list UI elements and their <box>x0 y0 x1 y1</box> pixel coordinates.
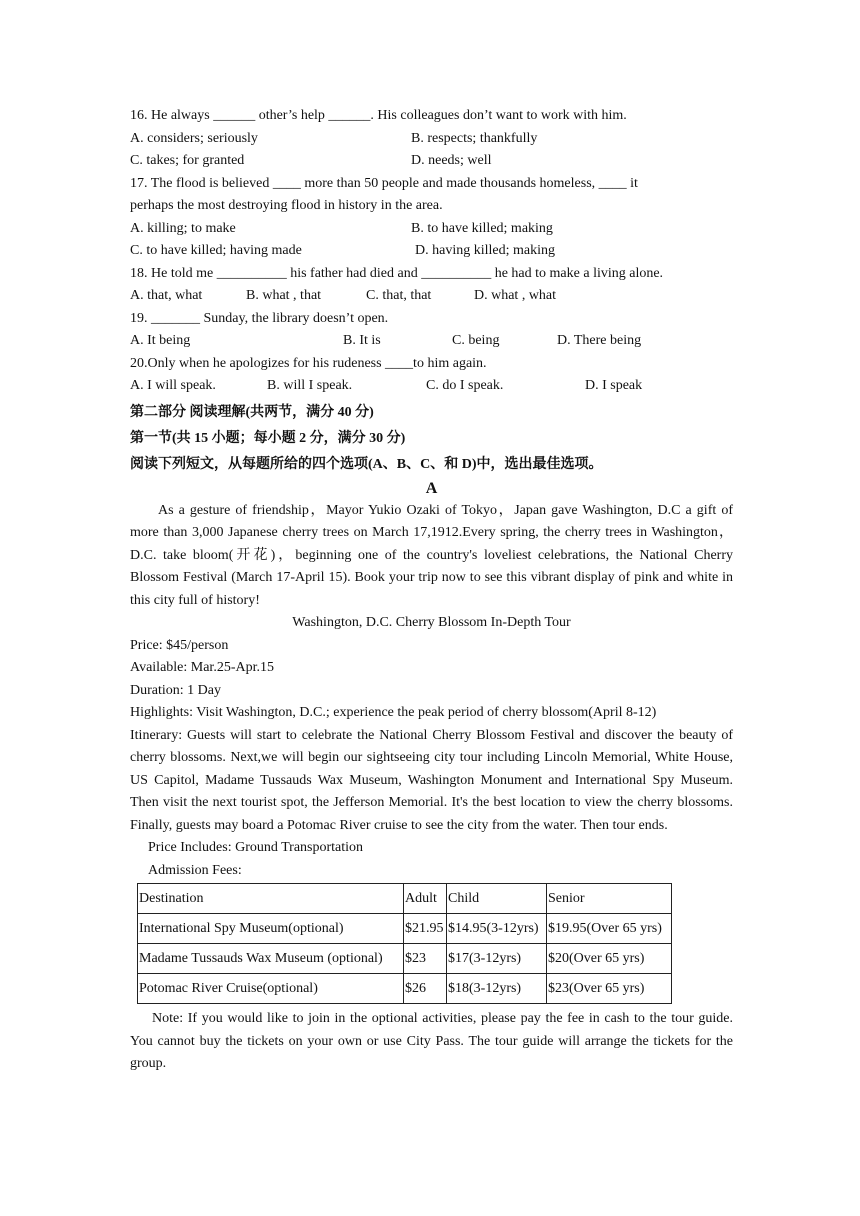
question-16-options-row2 <box>130 150 733 173</box>
table-row <box>138 944 672 974</box>
question-17-options-row2 <box>130 240 733 263</box>
table-cell: $23(Over 65 yrs) <box>547 974 672 1004</box>
tour-price: Price: $45/person <box>130 637 229 653</box>
header-senior: Senior <box>547 884 672 914</box>
question-17-stem: 17. The flood is believed ____ more than 50 people and made thousands homeless, ____ it <box>130 175 638 191</box>
table-row <box>138 974 672 1004</box>
price-includes: Price Includes: Ground Transportation <box>148 840 364 855</box>
passage-letter: A <box>425 479 438 497</box>
question-19-option-c: C. being <box>452 333 500 348</box>
tour-duration: Duration: 1 Day <box>130 682 221 698</box>
question-18-options <box>130 285 733 308</box>
reading-instruction: 阅读下列短文，从每题所给的四个选项(A、B、C、和 D)中，选出最佳选项。 <box>130 456 603 472</box>
table-cell: $17(3-12yrs) <box>447 944 547 974</box>
question-18-option-d: D. what , what <box>474 288 557 303</box>
header-adult: Adult <box>404 884 447 914</box>
table-cell: $19.95(Over 65 yrs) <box>547 914 672 944</box>
question-17-option-b: B. to have killed; making <box>411 220 553 236</box>
question-19-options <box>130 330 733 353</box>
question-20-options <box>130 375 733 398</box>
question-16-option-b: B. respects; thankfully <box>411 130 538 146</box>
question-18-stem: 18. He told me __________ his father had died and __________ he had to make a living alone. <box>130 265 664 281</box>
table-cell: $23 <box>404 944 447 974</box>
tour-available: Available: Mar.25-Apr.15 <box>130 660 274 675</box>
table-cell: $21.95 <box>404 914 447 944</box>
question-19-option-a: A. It being <box>130 333 191 348</box>
tour-highlights: Highlights: Visit Washington, D.C.; experience the peak period of cherry blossom(April 8-12) <box>130 705 657 720</box>
header-child: Child <box>447 884 547 914</box>
question-18-option-a: A. that, what <box>130 288 203 303</box>
question-17-stem-continued: perhaps the most destroying flood in history in the area. <box>130 198 443 213</box>
part2-heading: 第二部分 阅读理解(共两节，满分 40 分) <box>130 404 374 420</box>
table-cell: $26 <box>404 974 447 1004</box>
question-19-option-b: B. It is <box>343 333 381 348</box>
exam-content <box>130 105 733 1076</box>
table-row <box>138 914 672 944</box>
question-20-option-b: B. will I speak. <box>267 378 353 393</box>
question-16-option-a: A. considers; seriously <box>130 130 258 146</box>
question-20-option-d: D. I speak <box>585 378 643 393</box>
question-17-option-d: D. having killed; making <box>415 243 555 258</box>
question-20-option-c: C. do I speak. <box>426 378 504 393</box>
section1-heading: 第一节(共 15 小题；每小题 2 分，满分 30 分) <box>130 430 406 446</box>
table-cell: $14.95(3-12yrs) <box>447 914 547 944</box>
tour-note: Note: If you would like to join in the optional activities, please pay the fee in cash to the tour guide. You cannot buy the tickets on your own or use City Pass. The tour guide will arrange the tickets for the group. <box>130 1011 733 1071</box>
passage-intro: As a gesture of friendship，Mayor Yukio Ozaki of Tokyo，Japan gave Washington, D.C a gift of more than 3,000 Japanese cherry trees on March 17,1912.Every spring, the cherry trees in Washington，D.C. take bloom(开花)，beginning one of the country's loveliest celebrations, the National Cherry Blossom Festival (March 17-April 15). Book your trip now to see this vibrant display of pink and white in this city full of history! <box>130 502 733 608</box>
question-16-option-c: C. takes; for granted <box>130 153 245 168</box>
question-16-stem: 16. He always ______ other’s help ______. His colleagues don’t want to work with him. <box>130 108 627 123</box>
question-18-option-b: B. what , that <box>246 288 322 303</box>
question-16-option-d: D. needs; well <box>411 153 492 168</box>
admission-fees-label: Admission Fees: <box>148 862 242 878</box>
question-20-option-a: A. I will speak. <box>130 378 216 393</box>
table-cell: Madame Tussauds Wax Museum (optional) <box>138 944 404 974</box>
question-16-options-row1 <box>130 128 733 151</box>
table-cell: $18(3-12yrs) <box>447 974 547 1004</box>
admission-fees-table <box>137 883 672 1004</box>
tour-title: Washington, D.C. Cherry Blossom In-Depth Tour <box>292 615 571 630</box>
question-20-stem: 20.Only when he apologizes for his rudeness ____to him again. <box>130 355 487 371</box>
header-destination: Destination <box>138 884 404 914</box>
question-17-option-a: A. killing; to make <box>130 220 236 236</box>
question-17-option-c: C. to have killed; having made <box>130 243 302 258</box>
question-17-options-row1 <box>130 218 733 241</box>
table-cell: International Spy Museum(optional) <box>138 914 404 944</box>
question-19-option-d: D. There being <box>557 333 642 348</box>
question-19-stem: 19. _______ Sunday, the library doesn’t open. <box>130 310 389 326</box>
table-cell: Potomac River Cruise(optional) <box>138 974 404 1004</box>
question-18-option-c: C. that, that <box>366 288 432 303</box>
table-header-row <box>138 884 672 914</box>
table-cell: $20(Over 65 yrs) <box>547 944 672 974</box>
tour-itinerary: Itinerary: Guests will start to celebrate the National Cherry Blossom Festival and discover the beauty of cherry blossoms. Next,we will begin our sightseeing city tour including Lincoln Memorial, White House, US Capitol, Madame Tussauds Wax Museum, Washington Monument and International Spy Museum. Then visit the next tourist spot, the Jefferson Memorial. It's the best location to view the cherry blossoms. Finally, guests may board a Potomac River cruise to see the city from the water. Then tour ends. <box>130 727 733 833</box>
